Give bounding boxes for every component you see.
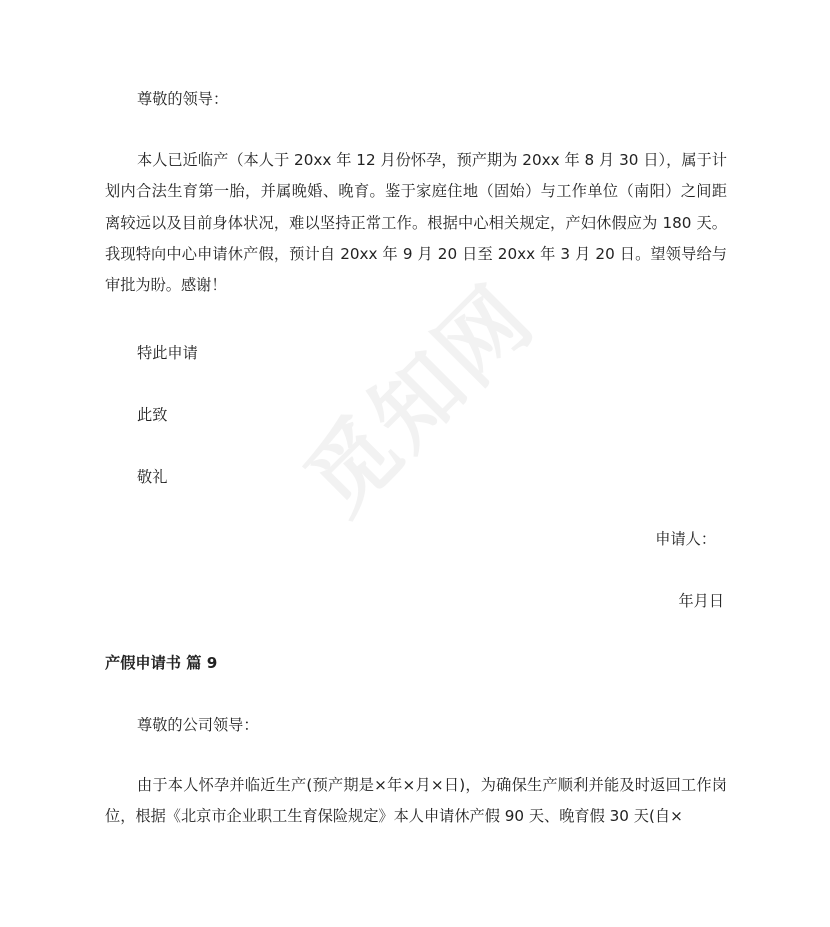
closing-request: 特此申请	[137, 344, 198, 362]
date-label: 年月日	[678, 592, 724, 610]
watermark: 觅知网	[285, 265, 554, 534]
letter-2-body: 由于本人怀孕并临近生产(预产期是×年×月×日)，为确保生产顺利并能及时返回工作岗位，根据《北京市企业职工生育保险规定》本人申请休产假 90 天、晚育假 30 天(自×	[105, 776, 727, 826]
closing-salute: 敬礼	[137, 468, 168, 486]
letter-1-body: 本人已近临产（本人于 20xx 年 12 月份怀孕，预产期为 20xx 年 8 月 30 日），属于计划内合法生育第一胎，并属晚婚、晚育。鉴于家庭住地（固始）与工作单位（南阳）之间距离较远以及目前身体状况，难以坚持正常工作。根据中心相关规定，产妇休假应为 180 天。我现特向中心申请休产假，预计自 20xx 年 9 月 20 日至 20xx 年 3 月 20 日。望领导给与审批为盼。感谢！	[105, 151, 727, 295]
section-heading: 产假申请书 篇 9	[105, 654, 218, 672]
applicant-label: 申请人：	[655, 530, 716, 548]
salutation-2: 尊敬的公司领导：	[137, 716, 259, 734]
salutation-1: 尊敬的领导：	[137, 90, 229, 108]
closing-regards: 此致	[137, 406, 168, 424]
